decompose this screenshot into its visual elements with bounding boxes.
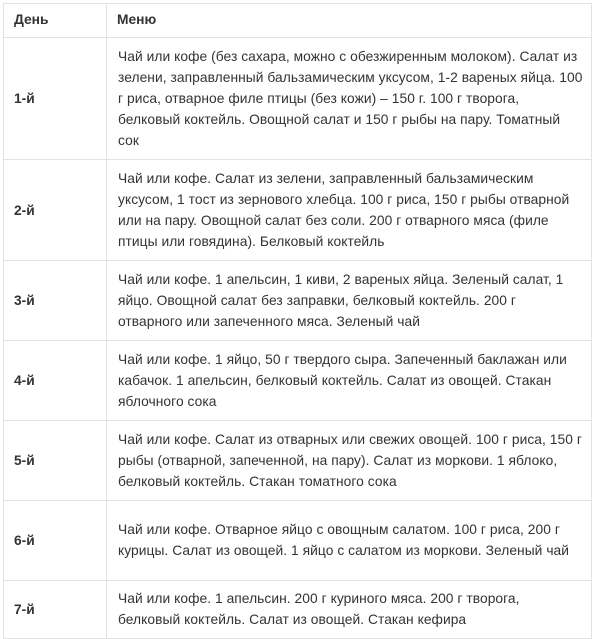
day-cell: 3-й [4, 261, 107, 341]
header-day: День [4, 4, 107, 38]
day-cell: 4-й [4, 341, 107, 421]
table-row [4, 341, 592, 421]
day-cell: 6-й [4, 501, 107, 581]
table-row [4, 581, 592, 639]
diet-menu-table [3, 3, 592, 639]
menu-cell: Чай или кофе. 1 яйцо, 50 г твердого сыра. Запеченный баклажан или кабачок. 1 апельсин, белковый коктейль. Салат из овощей. Стакан яблочного сока [107, 341, 592, 421]
day-cell: 2-й [4, 160, 107, 261]
table-row [4, 501, 592, 581]
table-row [4, 160, 592, 261]
menu-cell: Чай или кофе. Отварное яйцо с овощным салатом. 100 г риса, 200 г курицы. Салат из овощей. 1 яйцо с салатом из моркови. Зеленый чай [107, 501, 592, 581]
day-cell: 7-й [4, 581, 107, 639]
day-cell: 1-й [4, 38, 107, 160]
menu-cell: Чай или кофе. 1 апельсин, 1 киви, 2 вареных яйца. Зеленый салат, 1 яйцо. Овощной салат без заправки, белковый коктейль. 200 г отварного или запеченного мяса. Зеленый чай [107, 261, 592, 341]
menu-cell: Чай или кофе. 1 апельсин. 200 г куриного мяса. 200 г творога, белковый коктейль. Салат из овощей. Стакан кефира [107, 581, 592, 639]
table-body [4, 38, 592, 639]
table-header [4, 4, 592, 38]
day-cell: 5-й [4, 421, 107, 501]
table-row [4, 261, 592, 341]
menu-cell: Чай или кофе. Салат из зелени, заправленный бальзамическим уксусом, 1 тост из зернового хлебца. 100 г риса, 150 г рыбы отварной или на пару. Овощной салат без соли. 200 г отварного мяса (филе птицы или говядина). Белковый коктейль [107, 160, 592, 261]
menu-cell: Чай или кофе. Салат из отварных или свежих овощей. 100 г риса, 150 г рыбы (отварной, запеченной, на пару). Салат из моркови. 1 яблоко, белковый коктейль. Стакан томатного сока [107, 421, 592, 501]
menu-cell: Чай или кофе (без сахара, можно с обезжиренным молоком). Салат из зелени, заправленный бальзамическим уксусом, 1-2 вареных яйца. 100 г риса, отварное филе птицы (без кожи) – 150 г. 100 г творога, белковый коктейль. Овощной салат и 150 г рыбы на пару. Томатный сок [107, 38, 592, 160]
header-menu: Меню [107, 4, 592, 38]
table-row [4, 38, 592, 160]
header-row [4, 4, 592, 38]
table-row [4, 421, 592, 501]
